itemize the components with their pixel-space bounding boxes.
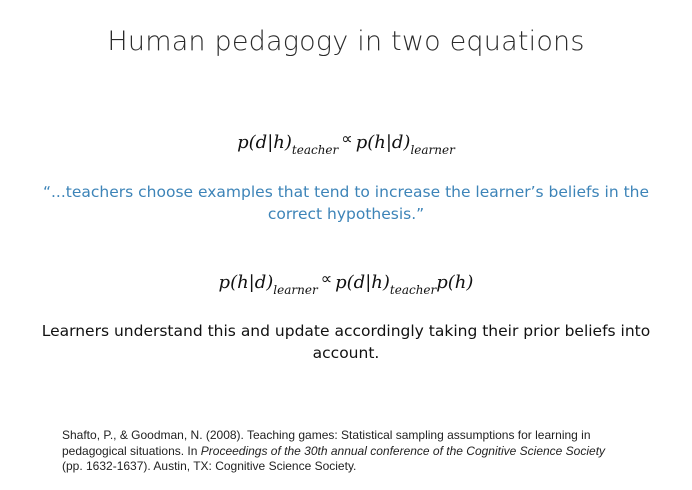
learner-equation-likelihood: p(d|h) [335,272,390,293]
learner-explanation: Learners understand this and update accordingly taking their prior beliefs into account. [41,322,651,362]
learner-equation [0,269,692,297]
teacher-equation-rhs: p(h|d) [355,132,411,153]
teacher-equation-rhs-subscript: learner [410,143,455,157]
proportional-symbol: ∝ [341,129,353,148]
proportional-symbol: ∝ [320,269,333,288]
pedagogy-quote: “...teachers choose examples that tend to increase the learner’s beliefs in the correct hypothesis.” [42,183,650,223]
citation-reference [62,428,622,475]
citation-proceedings: Proceedings of the 30th annual conference of the Cognitive Science Society [200,443,606,458]
learner-equation-prior: p(h) [436,272,474,293]
citation-authors-title: Shafto, P., & Goodman, N. (2008). Teaching games: Statistical sampling assumptions for learning in pedagogical situations. In [62,428,591,458]
learner-equation-likelihood-subscript: teacher [389,283,437,297]
teacher-equation [0,129,692,157]
learner-equation-lhs: p(h|d) [218,272,274,293]
slide-title: Human pedagogy in two equations [107,26,585,57]
citation-pages-publisher: (pp. 1632-1637). Austin, TX: Cognitive Science Society. [62,459,357,473]
teacher-equation-lhs-subscript: teacher [291,143,339,157]
teacher-equation-lhs: p(d|h) [237,132,292,153]
learner-equation-lhs-subscript: learner [273,283,318,297]
